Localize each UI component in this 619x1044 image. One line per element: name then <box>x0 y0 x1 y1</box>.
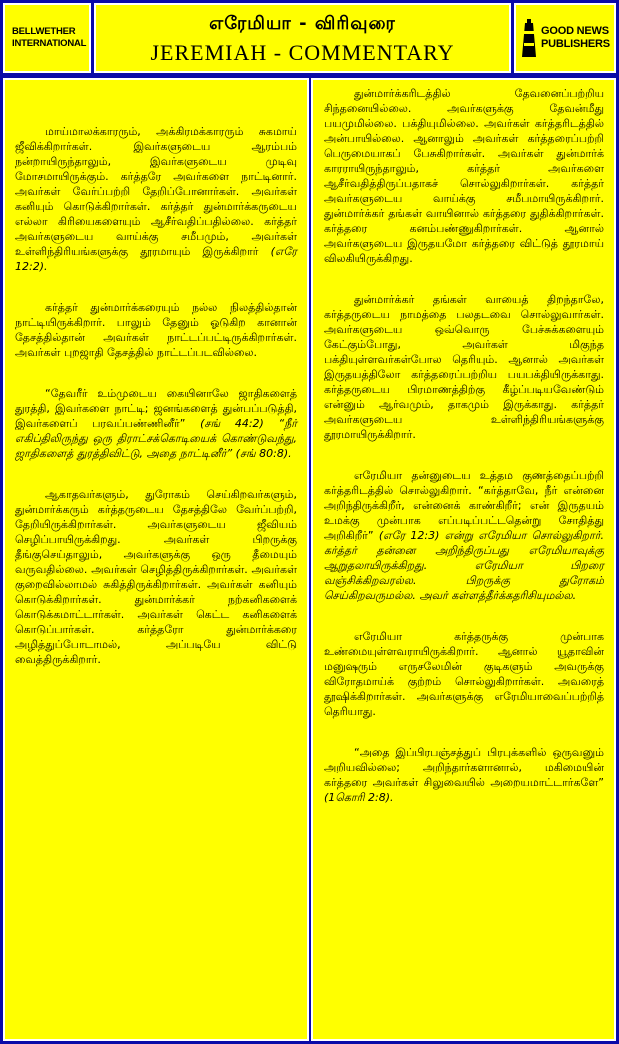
paragraph-text: துன்மார்க்கரிடத்தில் தேவனைப்பற்றிய சிந்தனையில்லை. அவர்களுக்கு தேவன்மீது பயமுமில்லை. பக்தியுமில்லை. அவர்கள் கர்த்தரிடத்தில் அன்பாயில்லை. ஆனாலும் அவர்கள் கர்த்தரைப்பற்றி பெருமையாகப் பேசுகிறார்கள். அவர்கள் துன்மார்க் காரராயிருந்தாலும், கர்த்தர் அவர்களை ஆசீர்வதித்திருப்பதாகச் சொல்லுகிறார்கள். கர்த்தர் அவர்களுடைய வாய்க்கு சமீபமாயிருக்கிறார். துன்மார்க்கர் தங்கள் வாயினால் கர்த்தரை துதிக்கிறார்கள். கர்த்தரை கனம்பண்ணுகிறார்கள். ஆனால் அவர்களுடைய இருதயமோ கர்த்தரை விட்டுத் தூரமாய் விலகியிருக்கிறது. <box>324 87 604 265</box>
scripture-reference: (சங் 44:2) “நீர் எகிப்திலிருந்து ஒரு திராட்சக்கொடியைக் கொண்டுவந்து, ஜாதிகளைத் துரத்திவிட்டு, அதை நாட்டினீர்” (சங் 80:8). <box>15 417 297 460</box>
title-tamil: எரேமியா - விரிவுரை <box>209 13 396 34</box>
paragraph <box>324 745 604 805</box>
paragraph <box>324 629 604 719</box>
paragraph-text: “அதை இப்பிரபஞ்சத்துப் பிரபுக்களில் ஒருவனும் அறியவில்லை; அறிந்தார்களானால், மகிமையின் கர்த்தரை அவர்கள் சிலுவையில் அறையமாட்டார்களே” <box>324 746 604 789</box>
left-logo-line2: INTERNATIONAL <box>12 38 87 49</box>
paragraph <box>15 487 297 667</box>
scripture-reference: (எரே 12:3) என்று எரேமியா சொல்லுகிறார். கர்த்தர் தன்னை அறிந்திருப்பது எரேமியாவுக்கு ஆறுதலாயிருக்கிறது. எரேமியா பிறரை வஞ்சிக்கிறவரல்ல. பிறருக்கு துரோகம் செய்கிறவருமல்ல. அவர் கள்ளத்தீர்க்கதரிசியுமல்ல. <box>324 529 604 602</box>
good-news-logo <box>514 3 616 73</box>
title-banner <box>94 3 511 73</box>
title-english: JEREMIAH - COMMENTARY <box>150 40 455 65</box>
paragraph <box>324 86 604 266</box>
paragraph <box>324 292 604 442</box>
paragraph-text: “தேவரீர் உம்முடைய கையினாலே ஜாதிகளைத் துரத்தி, இவர்களை நாட்டி; ஜனங்களைத் துன்பப்படுத்தி, இவர்களைப் பரவப்பண்ணினீர்” <box>15 387 297 430</box>
paragraph-text: துன்மார்க்கர் தங்கள் வாயைத் திறந்தாலே, கர்த்தருடைய நாமத்தை பலதடவை சொல்லுவார்கள். அவர்களுடைய ஒவ்வொரு பேச்சுக்களையும் கேட்கும்போது, அவர்கள் மிகுந்த பக்தியுள்ளவர்கள்போல தெரியும். ஆனால் அவர்கள் இருதயத்திலோ கர்த்தரைப்பற்றிய பயபக்தியிருக்காது. கர்த்தருடைய பிரமாணத்திற்கு கீழ்ப்படியவேண்டும் என்னும் ஆர்வமும், தாகமும் இருக்காது. கர்த்தர் அவர்களுடைய உள்ளிந்திரியங்களுக்கு தூரமாயிருக்கிறார். <box>324 293 604 441</box>
right-logo-line2: PUBLISHERS <box>541 38 610 50</box>
paragraph-text: ஆகாதவர்களும், துரோகம் செய்கிறவர்களும், துன்மார்க்கரும் கர்த்தருடைய தேசத்திலே வேர்ப்பற்றி, தேறியிருக்கிறார்கள். அவர்களுடைய ஜீவியம் செழிப்பாயிருக்கிறது. அவர்கள் பிறருக்கு தீங்குசெய்தாலும், அவர்களுக்கு ஒரு தீமையும் வருவதில்லை. அவர்கள் செழித்திருக்கிறார்கள். அவர்கள் குறைவில்லாமல் சுகித்திருக்கிறார்கள். அவர்கள் கனியும் கொடுக்கிறார்கள். துன்மார்க்கர் நற்கனிகளைக் கொடுக்கமாட்டார்கள். அவர்கள் கெட்ட கனிகளைக் கொடுப்பார்கள். கர்த்தரோ துன்மார்க்கரை அழித்துப்போடாமல், அப்படியே விட்டு வைத்திருக்கிறார். <box>15 488 297 666</box>
paragraph <box>15 124 297 274</box>
paragraph-text: மாய்மாலக்காரரும், அக்கிரமக்காரரும் சுகமாய் ஜீவிக்கிறார்கள். இவர்களுடைய ஆரம்பம் நன்றாயிருந்தாலும், இவர்களுடைய முடிவு மோசமாயிருக்கும். கர்த்தரே அவர்களை நாட்டினார். அவர்கள் வேர்ப்பற்றி தேறிப்போனார்கள். அவர்கள் கனியும் கொடுக்கிறார்கள். கர்த்தர் துன்மார்க்கருடைய எல்லா கிரியைகளையும் ஆசீர்வதிப்பதில்லை. கர்த்தர் அவர்களுடைய வாய்க்கு சமீபமும், அவர்கள் உள்ளிந்திரியங்களுக்கு தூரமாயும் இருக்கிறார் <box>15 125 297 258</box>
paragraph-text: கர்த்தர் துன்மார்க்கரையும் நல்ல நிலத்தில்தான் நாட்டியிருக்கிறார். பாலும் தேனும் ஓடுகிற கானான் தேசத்தில்தான் அவர்கள் நாட்டப்பட்டிருக்கிறார்கள். அவர்கள் புறஜாதி தேசத்தில் நாட்டப்படவில்லை. <box>15 301 297 359</box>
left-logo-line1: BELLWETHER <box>12 26 76 37</box>
paragraph-text: எரேமியா கர்த்தருக்கு முன்பாக உண்மையுள்ளவராயிருக்கிறார். ஆனால் யூதாவின் மனுஷரும் எருசலேமின் குடிகளும் அவருக்கு விரோதமாய்க் குற்றம் சொல்லுகிறார்கள். அவரைத் தூஷிக்கிறார்கள். அவர்களுக்கு எரேமியாவைப்பற்றித் தெரியாது. <box>324 630 604 718</box>
paragraph-text: எரேமியா தன்னுடைய உத்தம குணத்தைப்பற்றி கர்த்தரிடத்தில் சொல்லுகிறார். “கர்த்தாவே, நீர் என்னை அறிந்திருக்கிறீர், என்னைக் காண்கிறீர்; என் இருதயம் உமக்கு முன்பாக எப்படிப்பட்டதென்று சோதித்து அறிகிறீர்” <box>324 469 604 542</box>
right-logo-line1: GOOD NEWS <box>541 25 609 37</box>
paragraph <box>15 386 297 461</box>
right-column <box>311 78 616 1041</box>
bellwether-logo <box>3 3 91 73</box>
left-column <box>3 78 309 1041</box>
lighthouse-icon <box>520 17 538 59</box>
scripture-reference: (1கொரி 2:8). <box>324 791 394 804</box>
paragraph <box>15 300 297 360</box>
scripture-reference: (எரே 12:2). <box>15 245 297 273</box>
paragraph <box>324 468 604 603</box>
